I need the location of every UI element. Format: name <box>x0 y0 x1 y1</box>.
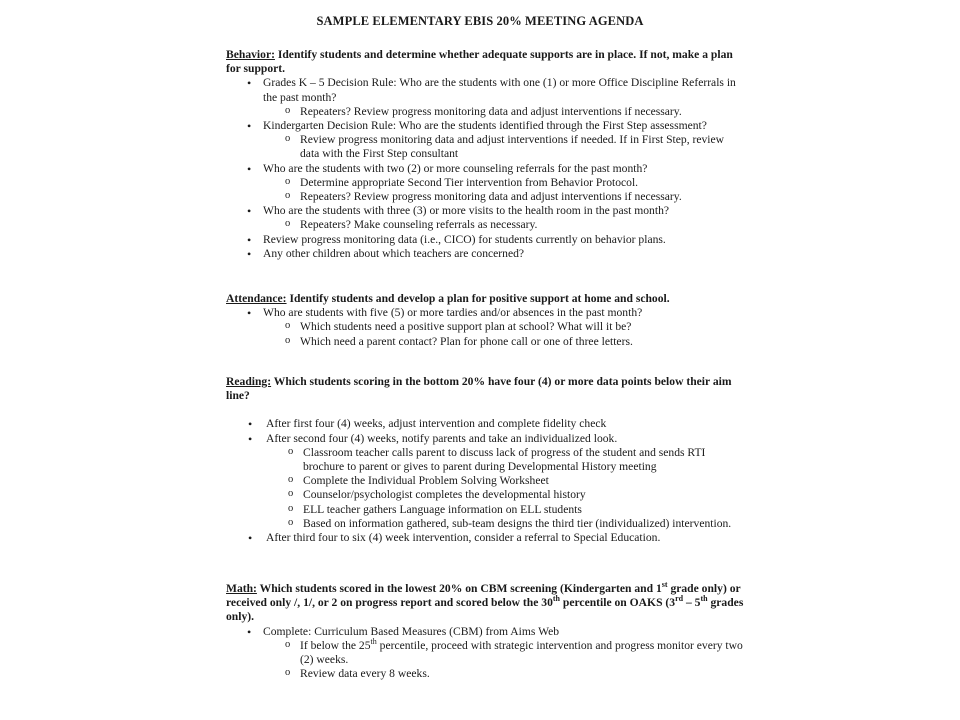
sub-list <box>266 446 746 531</box>
reading-section <box>226 375 746 545</box>
list-item: • Any other children about which teachers are concerned? <box>226 247 746 261</box>
sub-list-item: o Determine appropriate Second Tier intervention from Behavior Protocol. <box>263 176 746 190</box>
sub-list-item: o Which students need a positive support plan at school? What will it be? <box>263 320 746 334</box>
math-intro: grade only) or received only /, 1/, or 2 on progress report and scored below the 30 <box>226 582 741 610</box>
sub-list-item: o Complete the Individual Problem Solving Worksheet <box>266 474 746 488</box>
math-list <box>226 625 746 682</box>
page-title: SAMPLE ELEMENTARY EBIS 20% MEETING AGENDA <box>316 14 644 28</box>
sub-list-item: o Repeaters? Make counseling referrals as necessary. <box>263 218 746 232</box>
list-item <box>226 204 746 232</box>
reading-intro: Which students scoring in the bottom 20% have four (4) or more data points below their aim line? <box>226 375 732 403</box>
list-item: • Review progress monitoring data (i.e., CICO) for students currently on behavior plans. <box>226 233 746 247</box>
sub-list-item: o Review data every 8 weeks. <box>263 667 746 681</box>
sub-list-item: o ELL teacher gathers Language information on ELL students <box>266 503 746 517</box>
attendance-section <box>226 292 746 349</box>
list-item-text: Grades K – 5 Decision Rule: Who are the students with one (1) or more Office Discipline Referrals in the past month? <box>263 76 736 104</box>
attendance-heading <box>226 292 746 306</box>
attendance-intro: Identify students and develop a plan for positive support at home and school. <box>286 292 670 305</box>
sub-list-item: o Classroom teacher calls parent to discuss lack of progress of the student and sends RTI brochure to parent or gives to parent during Developmental History meeting <box>266 446 746 474</box>
list-item-text: After second four (4) weeks, notify parents and take an individualized look. <box>266 431 618 445</box>
list-item-text: Who are the students with three (3) or more visits to the health room in the past month? <box>263 204 670 218</box>
behavior-list <box>226 76 746 261</box>
sub-list <box>263 636 746 682</box>
sub-list-item: o Review progress monitoring data and adjust interventions if needed. If in First Step, review data with the First Step consultant <box>263 133 746 161</box>
math-label: Math: <box>226 582 257 595</box>
superscript: th <box>700 594 708 604</box>
math-intro: grades only). <box>226 596 744 624</box>
sub-list <box>263 320 746 348</box>
reading-heading <box>226 375 746 403</box>
list-item <box>226 432 746 531</box>
list-item <box>226 306 746 349</box>
list-item <box>226 76 746 119</box>
sub-list <box>263 218 746 232</box>
list-item-text: Who are the students with two (2) or more counseling referrals for the past month? <box>263 161 648 175</box>
list-item: • After first four (4) weeks, adjust intervention and complete fidelity check <box>226 417 746 431</box>
sub-list-item: o Repeaters? Review progress monitoring data and adjust interventions if necessary. <box>263 190 746 204</box>
attendance-list <box>226 306 746 349</box>
sub-list <box>263 105 746 119</box>
sub-list-item: o If below the 25th percentile, proceed with strategic intervention and progress monitor every two (2) weeks. <box>263 639 746 667</box>
list-item <box>226 119 746 162</box>
math-intro: percentile on OAKS (3 <box>560 596 676 610</box>
behavior-label: Behavior: <box>226 48 275 61</box>
reading-label: Reading: <box>226 375 272 388</box>
sub-list <box>263 176 746 204</box>
superscript: st <box>661 580 668 590</box>
sub-list-item: o Counselor/psychologist completes the developmental history <box>266 488 746 502</box>
superscript: th <box>370 636 377 646</box>
sub-list <box>263 133 746 161</box>
list-item-text: Who are students with five (5) or more tardies and/or absences in the past month? <box>263 306 643 320</box>
list-item <box>226 162 746 205</box>
behavior-intro: Identify students and determine whether adequate supports are in place. If not, make a plan for support. <box>226 48 733 76</box>
math-heading <box>226 582 746 625</box>
attendance-label: Attendance: <box>226 292 287 305</box>
math-intro: Which students scored in the lowest 20% on CBM screening (Kindergarten and 1 <box>256 582 662 595</box>
list-item-text: Complete: Curriculum Based Measures (CBM) from Aims Web <box>263 624 560 638</box>
sub-list-item: o Repeaters? Review progress monitoring data and adjust interventions if necessary. <box>263 105 746 119</box>
behavior-section <box>226 48 746 261</box>
math-section <box>226 582 746 681</box>
behavior-heading <box>226 48 746 76</box>
reading-list <box>226 417 746 545</box>
superscript: rd <box>675 594 684 604</box>
sub-list-item: o Which need a parent contact? Plan for phone call or one of three letters. <box>263 335 746 349</box>
sub-list-item: o Based on information gathered, sub-team designs the third tier (individualized) intervention. <box>266 517 746 531</box>
list-item-text: Kindergarten Decision Rule: Who are the students identified through the First Step assessment? <box>263 119 707 133</box>
superscript: th <box>552 594 560 604</box>
math-intro: – 5 <box>683 596 701 610</box>
list-item <box>226 625 746 682</box>
list-item: • After third four to six (4) week intervention, consider a referral to Special Education. <box>226 531 746 545</box>
